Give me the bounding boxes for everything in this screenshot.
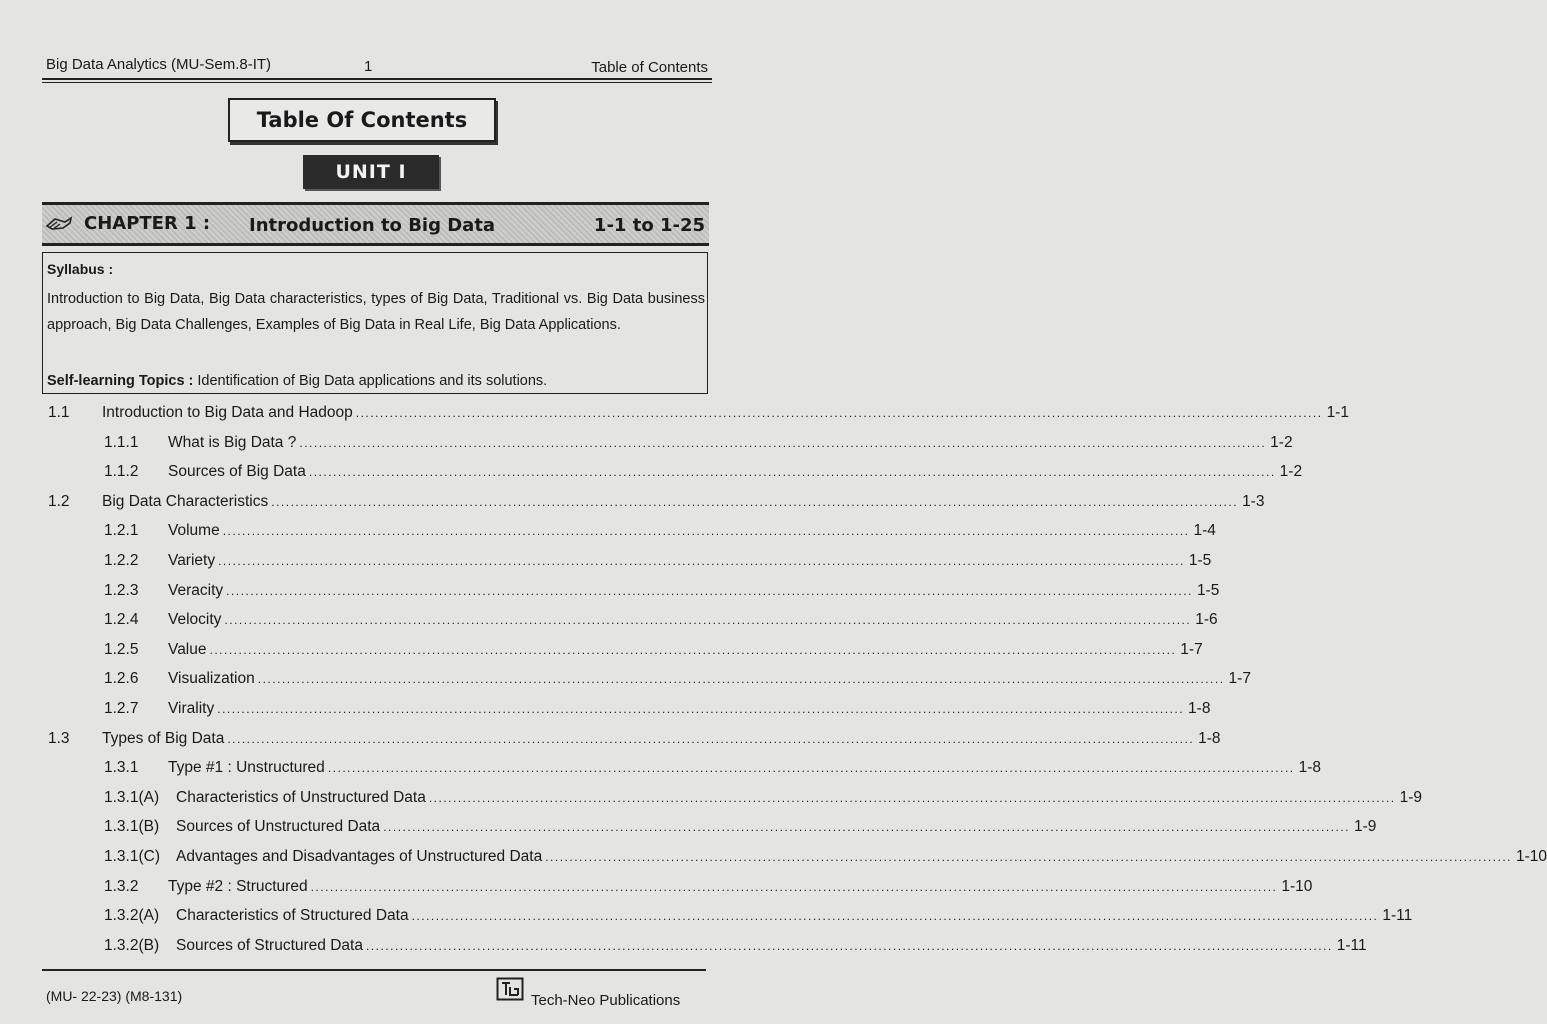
toc-entry-page: 1-8 <box>1188 700 1211 717</box>
toc-entry-page: 1-9 <box>1399 788 1423 806</box>
toc-entry-page: 1-8 <box>1298 759 1322 777</box>
toc-leader-dots: ........................................................................................................................................................................................................ <box>355 406 1323 420</box>
toc-entry-number: 1.3.1(A) <box>104 788 160 806</box>
toc-leader-dots: ........................................................................................................................................................................................................ <box>227 731 1195 746</box>
toc-entry-title: Sources of Structured Data <box>176 936 363 954</box>
toc-entry-number: 1.1.2 <box>104 463 139 481</box>
toc-entry-page: 1-9 <box>1353 818 1377 836</box>
toc-entry-page: 1-2 <box>1270 433 1293 451</box>
toc-leader-dots: ........................................................................................................................................................................................................ <box>383 820 1350 835</box>
toc-entry-title: Type #1 : Unstructured <box>168 759 325 777</box>
toc-entry-title: Types of Big Data <box>102 729 225 747</box>
toc-entry <box>0 729 1221 752</box>
toc-entry <box>0 404 1349 426</box>
toc-entry-title: Veracity <box>168 581 224 599</box>
page-title: Table Of Contents <box>228 98 496 142</box>
pen-hand-icon <box>46 214 72 232</box>
toc-entry-page: 1-7 <box>1228 670 1251 688</box>
toc-entry-number: 1.3.1(B) <box>104 818 160 836</box>
toc-entry-number: 1.3.1(C) <box>104 848 160 865</box>
toc-entry-page: 1-5 <box>1196 581 1220 599</box>
toc-entry <box>0 907 1413 929</box>
header-rule <box>42 78 712 80</box>
chapter-banner <box>42 202 709 246</box>
toc-leader-dots: ........................................................................................................................................................................................................ <box>209 642 1177 657</box>
toc-entry <box>0 788 1423 811</box>
toc-entry <box>0 433 1293 456</box>
toc-entry-title: Sources of Unstructured Data <box>176 818 381 836</box>
tech-neo-logo-icon <box>496 977 524 1001</box>
toc-leader-dots: ........................................................................................................................................................................................................ <box>271 494 1239 509</box>
syllabus-body: Introduction to Big Data, Big Data characteristics, types of Big Data, Traditional vs. Big Data business approach, Big Data Challenges, Examples of Big Data in Real Life, Big Data Applications. <box>47 291 705 333</box>
toc-entry-number: 1.2.3 <box>104 581 139 599</box>
chapter-label: CHAPTER 1 : <box>84 213 211 234</box>
toc-entry-page: 1-3 <box>1242 492 1265 510</box>
toc-entry-title: Characteristics of Structured Data <box>176 907 409 925</box>
toc-entry-number: 1.2.4 <box>104 611 139 629</box>
section-name: Table of Contents <box>591 59 708 76</box>
toc-entry-title: Velocity <box>168 611 222 629</box>
toc-entry-number: 1.3.2(B) <box>104 936 160 954</box>
publisher-name: Tech-Neo Publications <box>531 992 681 1009</box>
toc-leader-dots: ........................................................................................................................................................................................................ <box>428 790 1396 805</box>
toc-entry <box>0 611 1218 633</box>
toc-leader-dots: ........................................................................................................................................................................................................ <box>308 465 1276 480</box>
header-rule-thin <box>42 82 712 83</box>
toc-leader-dots: ........................................................................................................................................................................................................ <box>218 554 1185 568</box>
toc-entry-number: 1.2.2 <box>104 552 139 569</box>
toc-entry-title: Variety <box>168 552 216 569</box>
toc-leader-dots: ........................................................................................................................................................................................................ <box>299 435 1267 450</box>
toc-leader-dots: ........................................................................................................................................................................................................ <box>310 879 1278 894</box>
chapter-title: Introduction to Big Data <box>249 215 496 236</box>
toc-leader-dots: ........................................................................................................................................................................................................ <box>411 909 1379 924</box>
toc-entry-number: 1.2.1 <box>104 522 139 540</box>
toc-entry-number: 1.3 <box>48 729 70 747</box>
toc-leader-dots: ........................................................................................................................................................................................................ <box>226 583 1193 598</box>
toc-entry-page: 1-8 <box>1198 729 1221 747</box>
toc-entry-page: 1-4 <box>1193 522 1216 540</box>
toc-entry <box>0 552 1212 574</box>
toc-entry-title: What is Big Data ? <box>168 433 297 451</box>
toc-entry-number: 1.2.7 <box>104 700 139 717</box>
toc-entry <box>0 700 1211 722</box>
syllabus-heading: Syllabus : <box>47 261 114 277</box>
toc-entry-title: Value <box>168 640 207 658</box>
page-number: 1 <box>364 58 373 75</box>
toc-entry <box>0 848 1547 870</box>
toc-entry-page: 1-10 <box>1516 848 1547 865</box>
self-learning-text: Identification of Big Data applications and its solutions. <box>197 373 548 389</box>
toc-leader-dots: ........................................................................................................................................................................................................ <box>327 761 1295 776</box>
toc-entry <box>0 936 1367 959</box>
toc-entry-page: 1-7 <box>1180 640 1203 658</box>
toc-entry-number: 1.2.5 <box>104 640 139 658</box>
toc-entry-number: 1.2.6 <box>104 670 139 688</box>
toc-entry-number: 1.3.1 <box>104 759 139 777</box>
chapter-page-range: 1-1 to 1-25 <box>593 215 705 236</box>
toc-entry-title: Virality <box>168 700 215 717</box>
toc-entry <box>0 581 1220 604</box>
toc-leader-dots: ........................................................................................................................................................................................................ <box>545 850 1512 864</box>
toc-leader-dots: ........................................................................................................................................................................................................ <box>257 672 1225 687</box>
toc-entry <box>0 492 1265 515</box>
toc-leader-dots: ........................................................................................................................................................................................................ <box>365 938 1333 953</box>
toc-leader-dots: ........................................................................................................................................................................................................ <box>217 702 1185 716</box>
syllabus-box <box>42 252 708 394</box>
toc-entry-title: Type #2 : Structured <box>168 877 308 895</box>
toc-entry-page: 1-6 <box>1195 611 1218 629</box>
toc-leader-dots: ........................................................................................................................................................................................................ <box>222 524 1190 539</box>
toc-entry-number: 1.1.1 <box>104 433 139 451</box>
toc-entry <box>0 759 1322 781</box>
book-title: Big Data Analytics (MU-Sem.8-IT) <box>46 56 272 73</box>
toc-entry-title: Introduction to Big Data and Hadoop <box>102 404 353 421</box>
toc-entry-title: Big Data Characteristics <box>102 492 269 510</box>
toc-entry <box>0 818 1377 840</box>
toc-entry-page: 1-10 <box>1281 877 1313 895</box>
toc-entry-number: 1.3.2 <box>104 877 139 895</box>
toc-entry-number: 1.1 <box>48 404 70 421</box>
toc-entry-number: 1.3.2(A) <box>104 907 160 925</box>
self-learning-topics <box>47 373 547 389</box>
footer-rule <box>42 969 706 971</box>
running-header <box>44 56 710 76</box>
toc-entry <box>0 463 1303 485</box>
toc-entry-title: Characteristics of Unstructured Data <box>176 788 426 806</box>
toc-entry-title: Visualization <box>168 670 255 688</box>
toc-entry-page: 1-11 <box>1382 907 1413 925</box>
toc-leader-dots: ........................................................................................................................................................................................................ <box>224 613 1192 628</box>
toc-entry-title: Sources of Big Data <box>168 463 306 481</box>
toc-entry-title: Volume <box>168 522 220 540</box>
toc-entry <box>0 640 1203 663</box>
toc-entry <box>0 522 1216 544</box>
toc-entry <box>0 877 1313 900</box>
toc-entry-page: 1-2 <box>1279 463 1303 481</box>
unit-badge: UNIT I <box>303 155 439 189</box>
self-learning-label: Self-learning Topics : <box>47 373 194 389</box>
toc-entry-number: 1.2 <box>48 492 70 510</box>
toc-entry-page: 1-1 <box>1326 404 1349 421</box>
toc-entry <box>0 670 1251 692</box>
toc-entry-page: 1-11 <box>1336 936 1367 954</box>
footer-code: (MU- 22-23) (M8-131) <box>46 988 183 1004</box>
toc-entry-title: Advantages and Disadvantages of Unstructured Data <box>176 848 543 865</box>
toc-entry-page: 1-5 <box>1188 552 1212 569</box>
